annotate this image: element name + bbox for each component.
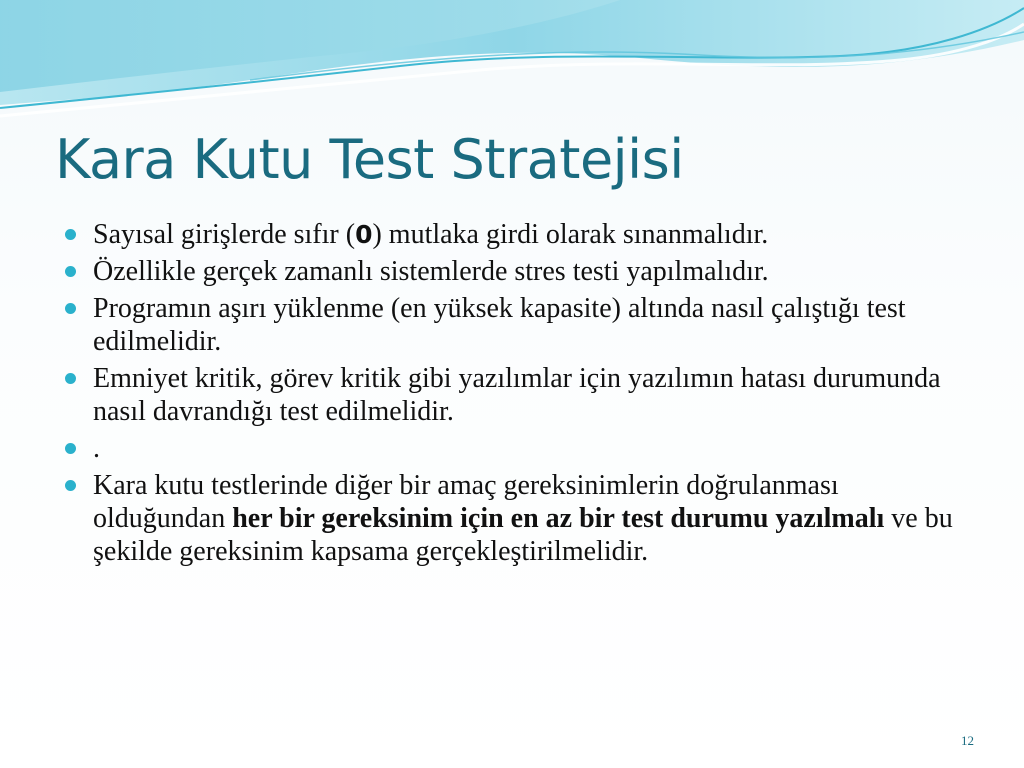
bullet-item: [62, 469, 962, 568]
bullet-dot-icon: [65, 229, 76, 240]
bullet-text: Özellikle gerçek zamanlı sistemlerde stres testi yapılmalıdır.: [93, 256, 769, 287]
bullet-text: Programın aşırı yüklenme (en yüksek kapasite) altında nasıl çalıştığı test edilmelidir.: [93, 293, 906, 357]
bullet-bold-text: her bir gereksinim için en az bir test durumu yazılmalı: [232, 503, 885, 534]
bullet-item: [62, 218, 962, 251]
bullet-dot-icon: [65, 443, 76, 454]
bullet-emphasis: 0: [355, 220, 373, 249]
bullet-text: Sayısal girişlerde sıfır (: [93, 219, 356, 250]
bullet-dot-icon: [65, 373, 76, 384]
bullet-text: ve bu şekilde gereksinim kapsama gerçekleştirilmelidir.: [93, 503, 953, 567]
bullet-dot-icon: [65, 480, 76, 491]
bullet-item: [62, 255, 962, 288]
bullet-text: ) mutlaka girdi olarak sınanmalıdır.: [372, 219, 769, 250]
bullet-dot-icon: [65, 266, 76, 277]
bullet-text: .: [93, 433, 100, 464]
page-number: 12: [961, 733, 974, 748]
bullet-item: [62, 292, 962, 358]
bullet-item: [62, 432, 962, 465]
bullet-text: Emniyet kritik, görev kritik gibi yazılımlar için yazılımın hatası durumunda nasıl davrandığı test edilmelidir.: [93, 363, 941, 427]
bullet-dot-icon: [65, 303, 76, 314]
bullet-item: [62, 362, 962, 428]
bullet-text: Kara kutu testlerinde diğer bir amaç gereksinimlerin doğrulanması olduğundan: [93, 470, 839, 534]
slide-title: Kara Kutu Test Stratejisi: [55, 128, 684, 191]
wave-header-decoration: [0, 0, 1024, 130]
bullet-list: [62, 218, 962, 572]
